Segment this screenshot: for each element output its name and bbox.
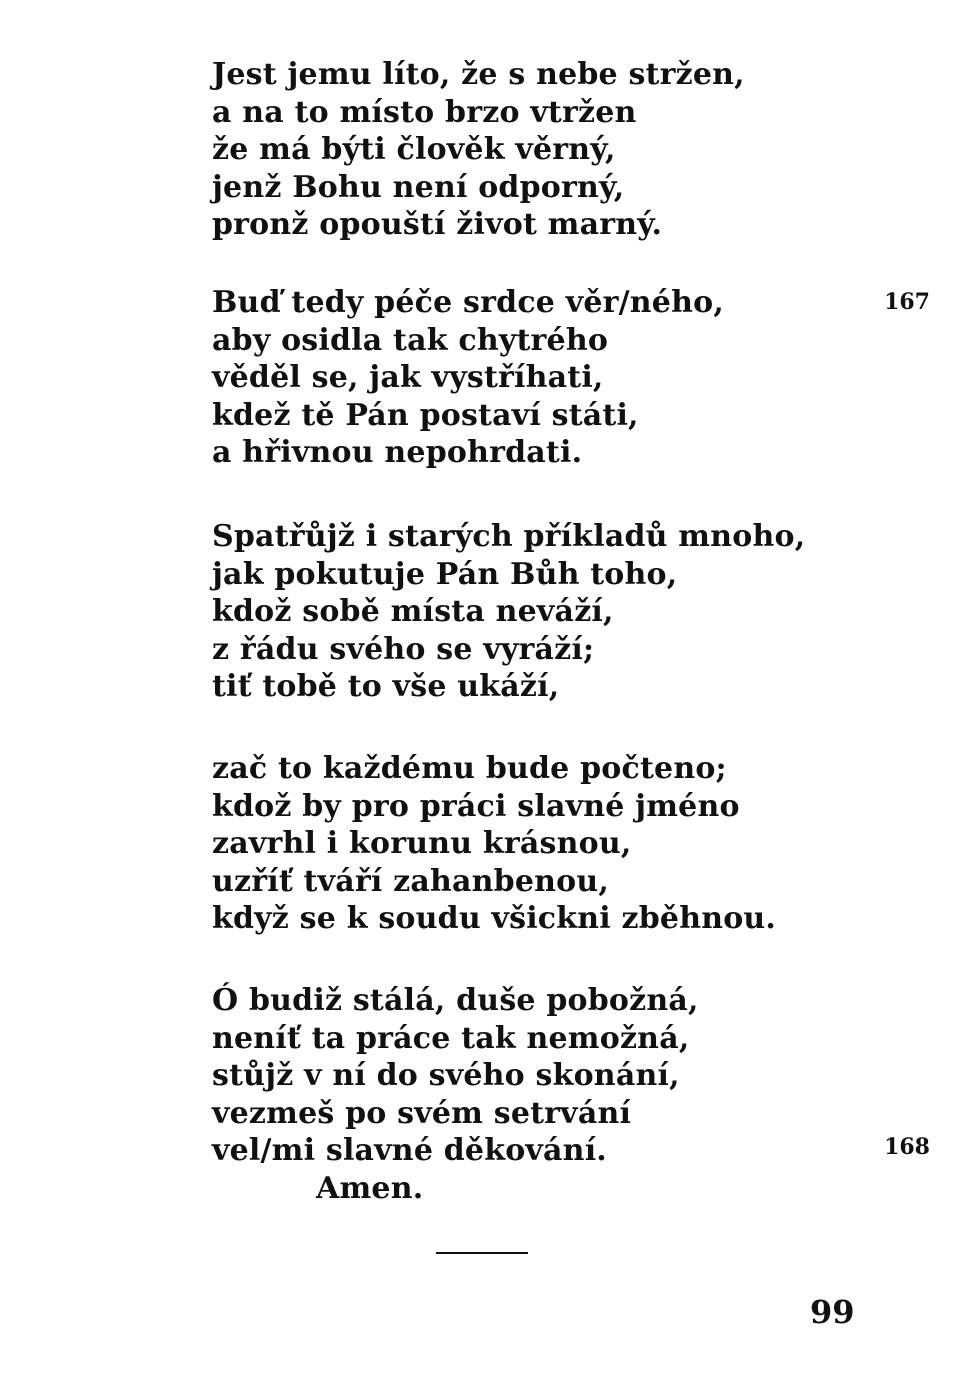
verse-line: věděl se, jak vystříhati,	[212, 360, 604, 395]
verse-line: Jest jemu líto, že s nebe stržen,	[212, 57, 745, 92]
verse-line: zač to každému bude počteno;	[212, 751, 727, 786]
verse-line: kdož by pro práci slavné jméno	[212, 788, 740, 824]
stanza-5	[212, 982, 699, 1207]
verse-line: a hřivnou nepohrdati.	[212, 435, 583, 470]
verse-line: zavrhl i korunu krásnou,	[212, 826, 632, 861]
verse-line: Buď tedy péče srdce věr/ného,	[212, 285, 724, 320]
verse-line: pronž opouští život marný.	[212, 207, 663, 242]
verse-line: z řádu svého se vyráží;	[212, 631, 595, 667]
stanza-4	[212, 750, 776, 938]
verse-line: vezmeš po svém setrvání	[212, 1095, 632, 1131]
verse-line: že má býti člověk věrný,	[212, 132, 616, 167]
stanza-3	[212, 518, 805, 706]
margin-line-number: 168	[884, 1134, 930, 1160]
verse-line: tiť tobě to vše ukáží,	[212, 669, 560, 704]
verse-line: vel/mi slavné děkování.	[212, 1133, 607, 1168]
verse-line: jenž Bohu není odporný,	[212, 169, 625, 205]
stanza-2	[212, 284, 724, 472]
margin-line-number: 167	[884, 289, 930, 315]
stanza-1	[212, 56, 745, 244]
divider-rule	[436, 1252, 528, 1254]
verse-line: uzříť tváří zahanbenou,	[212, 863, 610, 899]
verse-line: kdož sobě místa neváží,	[212, 594, 614, 629]
verse-line: a na to místo brzo vtržen	[212, 94, 637, 130]
page-number: 99	[810, 1293, 855, 1331]
verse-line: Spatřůjž i starých příkladů mnoho,	[212, 519, 806, 554]
verse-line: aby osidla tak chytrého	[212, 322, 609, 358]
verse-line: stůjž v ní do svého skonání,	[212, 1058, 680, 1093]
verse-line: kdež tě Pán postaví státi,	[212, 397, 639, 433]
verse-line: neníť ta práce tak nemožná,	[212, 1020, 690, 1056]
verse-line: jak pokutuje Pán Bůh toho,	[212, 556, 678, 592]
amen-line: Amen.	[316, 1170, 424, 1206]
verse-line: Ó budiž stálá, duše pobožná,	[212, 983, 699, 1018]
verse-line: když se k soudu všickni zběhnou.	[212, 901, 777, 936]
